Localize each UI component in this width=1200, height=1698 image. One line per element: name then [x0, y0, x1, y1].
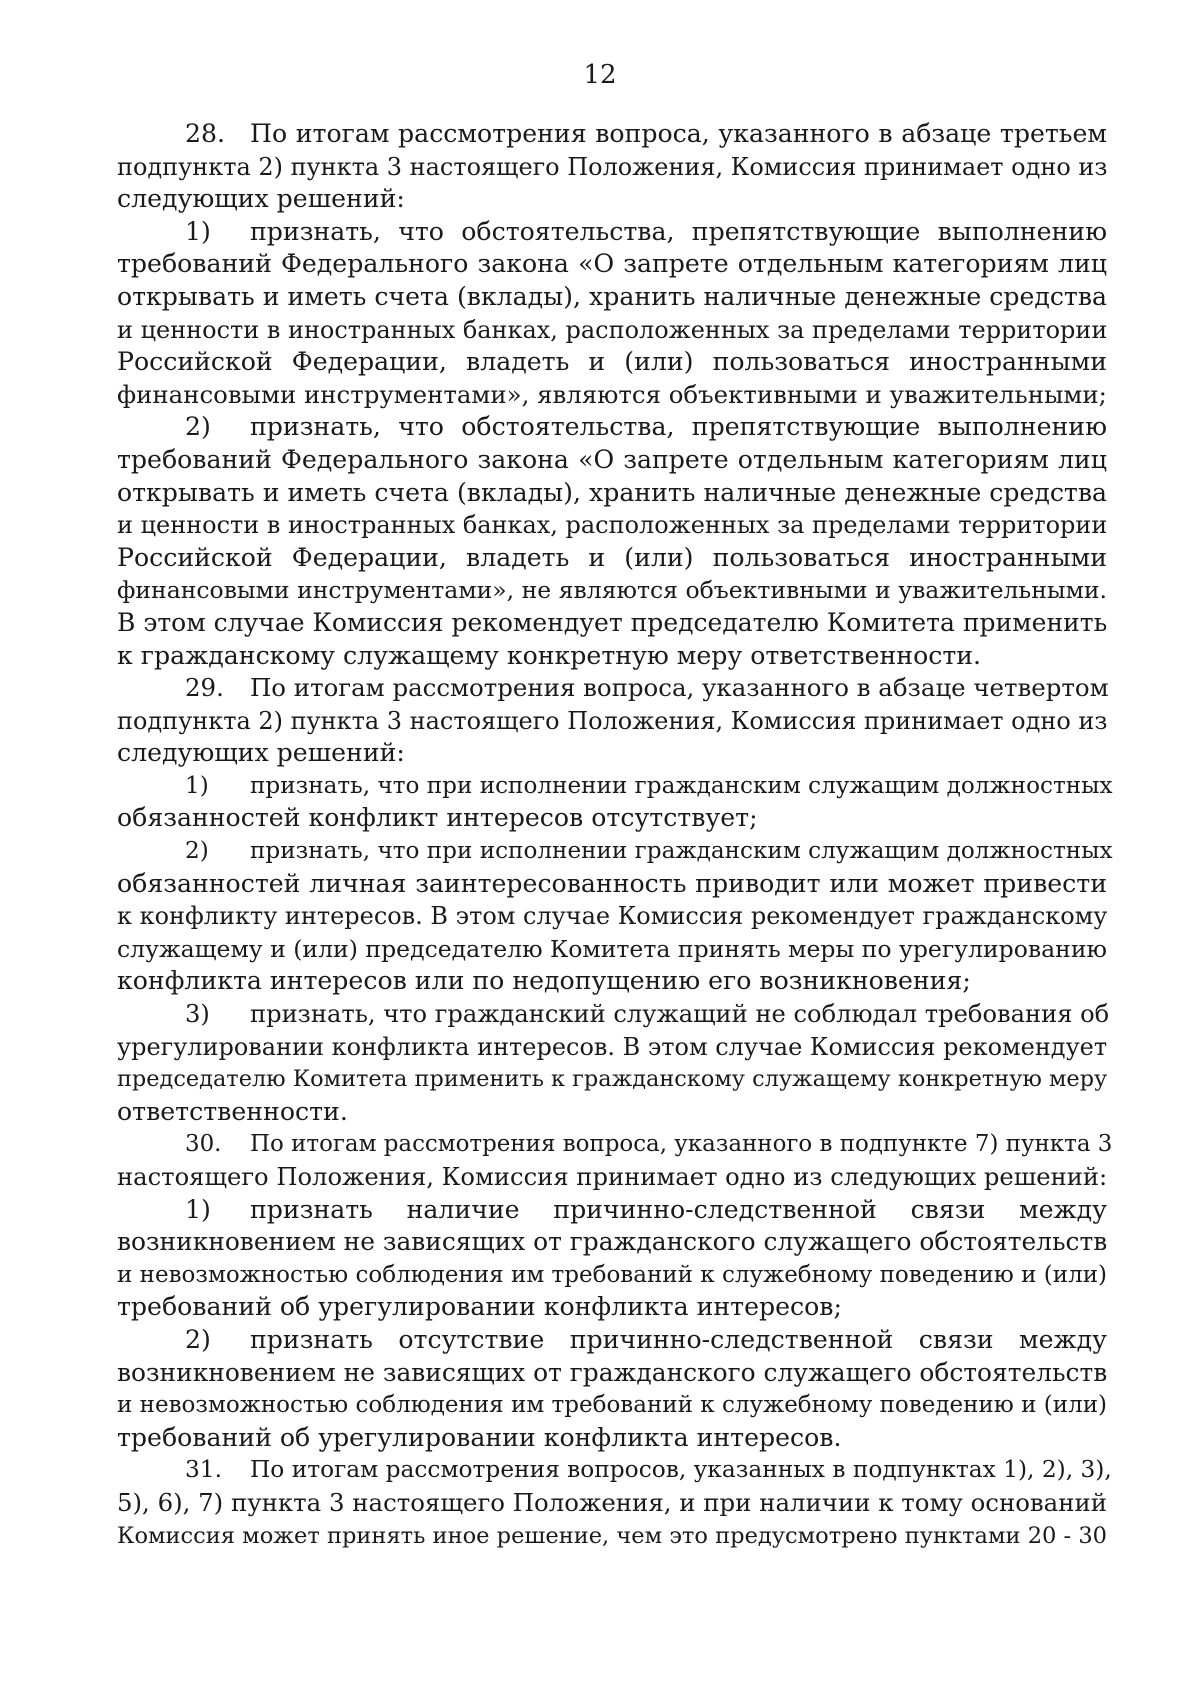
line-text: обязанностей конфликт интересов отсутствует;: [117, 803, 758, 833]
line-text: и ценности в иностранных банках, расположенных за пределами территории: [117, 511, 1108, 540]
line-text: финансовыми инструментами», не являются объективными и уважительными.: [117, 576, 1107, 605]
text-line: [117, 314, 1107, 347]
text-line: [117, 1259, 1107, 1292]
line-text: возникновением не зависящих от гражданского служащего обстоятельств: [117, 1227, 1108, 1257]
line-text: настоящего Положения, Комиссия принимает одно из следующих решений:: [117, 1162, 1108, 1191]
line-text: обязанностей личная заинтересованность приводит или может привести: [117, 868, 1107, 898]
line-text: признать отсутствие причинно-следственной связи между: [250, 1324, 1107, 1354]
text-line: [117, 216, 1107, 249]
item-number: 30.: [185, 1131, 222, 1158]
line-text: следующих решений:: [117, 738, 405, 768]
line-text: к гражданскому служащему конкретную меру ответственности.: [117, 640, 982, 670]
text-line: [117, 1226, 1107, 1259]
text-line: [117, 1454, 1112, 1487]
text-line: [117, 151, 1107, 184]
line-text: признать, что обстоятельства, препятствующие выполнению: [250, 216, 1107, 246]
text-line: [117, 672, 1107, 705]
line-text: признать, что при исполнении гражданским служащим должностных: [250, 838, 1113, 865]
text-line: [117, 835, 1113, 868]
text-line: [117, 607, 1107, 640]
text-line: [117, 542, 1107, 575]
text-line: [117, 379, 1107, 412]
line-text: требований Федерального закона «О запрете отдельным категориям лиц: [117, 444, 1107, 474]
text-line: [117, 1487, 1107, 1520]
line-text: признать, что при исполнении гражданским служащим должностных: [250, 772, 1113, 799]
line-text: к конфликту интересов. В этом случае Комиссия рекомендует гражданскому: [117, 902, 1108, 931]
line-text: и ценности в иностранных банках, расположенных за пределами территории: [117, 315, 1108, 344]
line-text: урегулировании конфликта интересов. В этом случае Комиссия рекомендует: [117, 1032, 1108, 1061]
item-number: 1): [185, 772, 209, 799]
text-line: [117, 705, 1107, 738]
line-text: требований Федерального закона «О запрете отдельным категориям лиц: [117, 249, 1107, 279]
item-number: 2): [185, 412, 211, 442]
text-line: [117, 477, 1107, 510]
text-line: [117, 1096, 1107, 1129]
text-line: [117, 1422, 1107, 1455]
text-line: [117, 248, 1107, 281]
text-line: [117, 640, 1107, 673]
text-line: [117, 574, 1107, 607]
line-text: 5), 6), 7) пункта 3 настоящего Положения, и при наличии к тому оснований: [117, 1487, 1107, 1517]
item-number: 2): [185, 838, 209, 865]
line-text: По итогам рассмотрения вопроса, указанного в подпункте 7) пункта 3: [250, 1131, 1113, 1158]
text-line: [117, 965, 1107, 998]
item-number: 1): [185, 1194, 211, 1224]
line-text: конфликта интересов или по недопущению его возникновения;: [117, 966, 971, 996]
line-text: Российской Федерации, владеть и (или) пользоваться иностранными: [117, 542, 1107, 572]
text-line: [117, 868, 1107, 901]
text-line: [117, 281, 1107, 314]
line-text: открывать и иметь счета (вклады), хранить наличные денежные средства: [117, 281, 1107, 311]
line-text: требований об урегулировании конфликта интересов.: [117, 1422, 842, 1452]
line-text: председателю Комитета применить к гражданскому служащему конкретную меру: [117, 1066, 1108, 1093]
text-line: [117, 1520, 1107, 1553]
text-line: [117, 1357, 1107, 1390]
text-line: [117, 1291, 1107, 1324]
line-text: По итогам рассмотрения вопроса, указанного в абзаце третьем: [250, 119, 1107, 148]
item-number: 2): [185, 1324, 211, 1354]
text-line: [117, 998, 1110, 1031]
text-line: [117, 770, 1113, 803]
line-text: признать наличие причинно-следственной связи между: [250, 1194, 1107, 1224]
line-text: финансовыми инструментами», являются объективными и уважительными;: [117, 379, 1107, 409]
text-line: [117, 1324, 1107, 1357]
text-line: [117, 509, 1107, 542]
line-text: Российской Федерации, владеть и (или) пользоваться иностранными: [117, 347, 1107, 377]
line-text: В этом случае Комиссия рекомендует председателю Комитета применить: [117, 607, 1108, 637]
line-text: подпункта 2) пункта 3 настоящего Положения, Комиссия принимает одно из: [117, 706, 1108, 735]
text-line: [117, 1063, 1107, 1096]
line-text: ответственности.: [117, 1096, 348, 1126]
text-line: [117, 444, 1107, 477]
line-text: По итогам рассмотрения вопросов, указанных в подпунктах 1), 2), 3),: [250, 1456, 1112, 1484]
item-number: 3): [185, 1000, 210, 1029]
text-line: [117, 1031, 1107, 1064]
text-line: [117, 1389, 1107, 1422]
line-text: требований об урегулировании конфликта интересов;: [117, 1292, 842, 1322]
line-text: По итогам рассмотрения вопроса, указанного в абзаце четвертом: [250, 673, 1109, 703]
text-line: [117, 346, 1107, 379]
item-number: 29.: [185, 673, 224, 703]
text-line: [117, 1161, 1107, 1194]
line-text: возникновением не зависящих от гражданского служащего обстоятельств: [117, 1357, 1108, 1387]
text-line: [117, 1128, 1113, 1161]
text-line: [117, 118, 1107, 151]
text-line: [117, 802, 1107, 835]
line-text: и невозможностью соблюдения им требований к служебному поведению и (или): [117, 1392, 1107, 1419]
line-text: признать, что обстоятельства, препятствующие выполнению: [250, 412, 1107, 442]
text-line: [117, 737, 1107, 770]
text-line: [117, 900, 1107, 933]
line-text: и невозможностью соблюдения им требований к служебному поведению и (или): [117, 1261, 1107, 1288]
page-number: 12: [583, 60, 617, 90]
line-text: следующих решений:: [117, 184, 405, 214]
text-line: [117, 183, 1107, 216]
item-number: 1): [185, 216, 211, 246]
text-line: [117, 411, 1107, 444]
document-body: [117, 118, 1113, 1552]
item-number: 31.: [185, 1456, 223, 1484]
item-number: 28.: [185, 119, 226, 148]
text-line: [117, 1194, 1107, 1227]
line-text: подпункта 2) пункта 3 настоящего Положения, Комиссия принимает одно из: [117, 152, 1108, 181]
line-text: Комиссия может принять иное решение, чем это предусмотрено пунктами 20 - 30: [117, 1522, 1107, 1549]
line-text: служащему и (или) председателю Комитета принять меры по урегулированию: [117, 934, 1107, 963]
text-line: [117, 933, 1107, 966]
line-text: признать, что гражданский служащий не соблюдал требования об: [250, 1000, 1110, 1029]
line-text: открывать и иметь счета (вклады), хранить наличные денежные средства: [117, 477, 1107, 507]
